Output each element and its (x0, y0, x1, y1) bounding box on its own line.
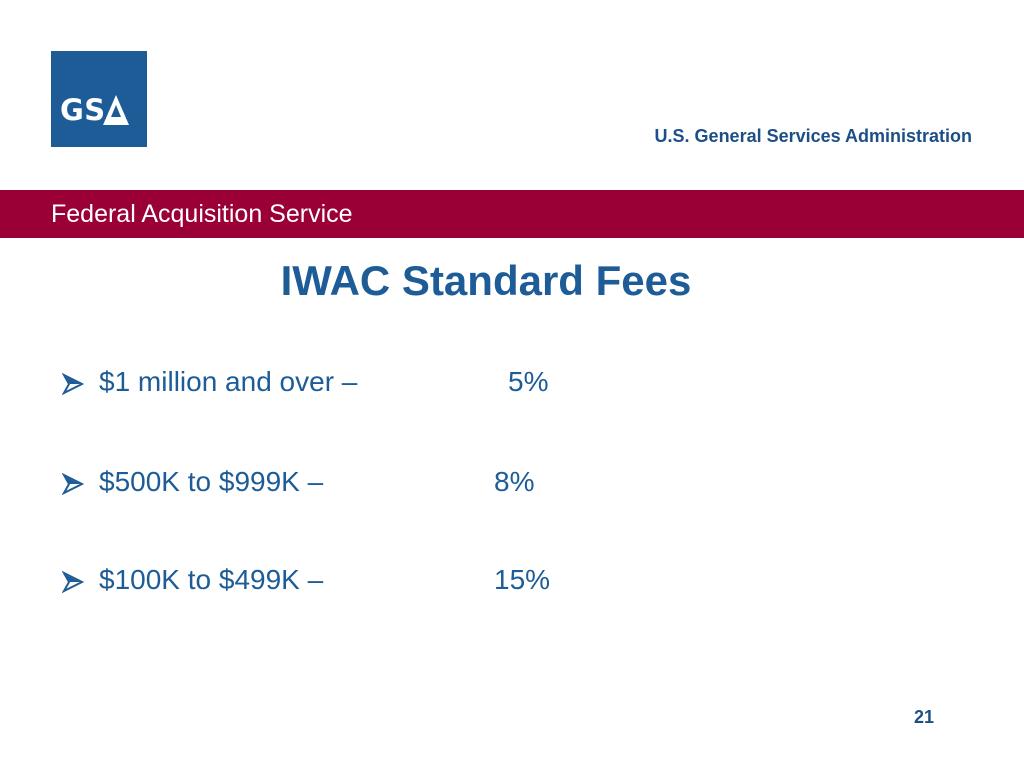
arrowhead-bullet-icon (62, 473, 84, 495)
page-number: 21 (914, 707, 935, 727)
fee-range: $100K to $499K – (99, 564, 324, 595)
arrowhead-bullet-icon (62, 373, 84, 395)
gsa-logo-icon (51, 51, 147, 147)
fee-range: $1 million and over – (99, 366, 358, 397)
fee-rate: 8% (494, 466, 535, 497)
fee-range: $500K to $999K – (99, 466, 324, 497)
fee-rate: 5% (508, 366, 549, 397)
logo-text: GS (60, 93, 106, 127)
arrowhead-bullet-icon (62, 571, 84, 593)
agency-name: U.S. General Services Administration (654, 126, 972, 146)
fee-rate: 15% (494, 564, 551, 595)
slide-title: IWAC Standard Fees (280, 257, 692, 304)
banner (0, 190, 1024, 238)
banner-title: Federal Acquisition Service (51, 200, 353, 228)
